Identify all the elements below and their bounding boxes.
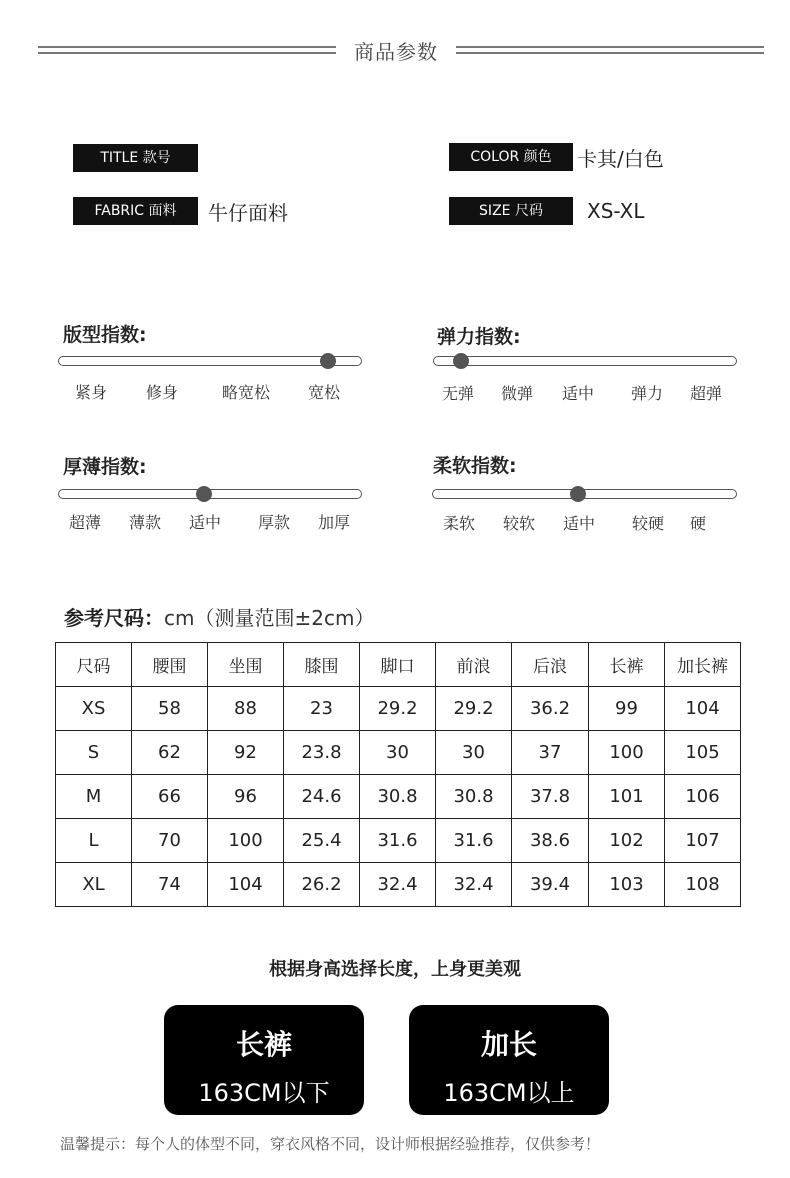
table-cell: 102 — [589, 819, 665, 863]
table-cell: 29.2 — [436, 687, 512, 731]
thickness-index-knob — [196, 486, 212, 502]
table-cell: 104 — [665, 687, 741, 731]
section-title: 商品参数 — [354, 40, 438, 64]
table-cell: 104 — [208, 863, 284, 907]
table-cell: 37 — [512, 731, 589, 775]
size-table — [55, 642, 741, 907]
table-header-cell: 坐围 — [208, 643, 284, 687]
table-header-cell: 长裤 — [589, 643, 665, 687]
param-color — [449, 143, 664, 171]
table-cell: 26.2 — [284, 863, 360, 907]
stretch-option: 适中 — [562, 384, 595, 403]
thickness-option: 适中 — [189, 513, 222, 532]
header-rule-right — [456, 46, 764, 54]
table-cell: 37.8 — [512, 775, 589, 819]
table-cell: 66 — [132, 775, 208, 819]
size-reference-heading — [64, 602, 374, 631]
long-length-height: 163CM以上 — [443, 1079, 575, 1107]
fit-option: 修身 — [146, 383, 179, 402]
table-cell: 99 — [589, 687, 665, 731]
table-cell: 100 — [208, 819, 284, 863]
table-row — [56, 731, 741, 775]
table-cell: 58 — [132, 687, 208, 731]
table-cell: 30 — [436, 731, 512, 775]
table-cell: M — [56, 775, 132, 819]
fit-option: 宽松 — [308, 383, 341, 402]
long-length-card — [409, 1005, 609, 1115]
table-header-cell: 脚口 — [360, 643, 436, 687]
fabric-tag: FABRIC 面料 — [73, 197, 198, 225]
fit-index-track — [58, 356, 362, 366]
table-cell: 30.8 — [436, 775, 512, 819]
stretch-index-track — [433, 356, 737, 366]
table-cell: 101 — [589, 775, 665, 819]
stretch-option: 无弹 — [442, 384, 475, 403]
section-header — [0, 32, 790, 68]
table-cell: 108 — [665, 863, 741, 907]
table-cell: 106 — [665, 775, 741, 819]
table-header-cell: 加长裤 — [665, 643, 741, 687]
table-cell: 62 — [132, 731, 208, 775]
param-title — [73, 144, 208, 172]
table-cell: XL — [56, 863, 132, 907]
table-cell: 107 — [665, 819, 741, 863]
table-cell: 30 — [360, 731, 436, 775]
table-cell: 38.6 — [512, 819, 589, 863]
table-header-cell: 前浪 — [436, 643, 512, 687]
table-cell: XS — [56, 687, 132, 731]
param-fabric — [73, 197, 288, 225]
tip-text: 温馨提示：每个人的体型不同，穿衣风格不同，设计师根据经验推荐，仅供参考！ — [60, 1135, 601, 1153]
stretch-option: 微弹 — [501, 384, 534, 403]
thickness-option: 超薄 — [69, 513, 102, 532]
title-tag: TITLE 款号 — [73, 144, 198, 172]
regular-length-card — [164, 1005, 364, 1115]
table-cell: 32.4 — [360, 863, 436, 907]
size-reference-unit: cm（测量范围±2cm） — [164, 606, 375, 630]
size-reference-label: 参考尺码： — [64, 606, 164, 630]
fit-index-knob — [320, 353, 336, 369]
table-cell: 30.8 — [360, 775, 436, 819]
thickness-option: 薄款 — [129, 513, 162, 532]
table-cell: 88 — [208, 687, 284, 731]
fit-option: 紧身 — [75, 383, 108, 402]
length-choice-heading: 根据身高选择长度，上身更美观 — [269, 959, 521, 980]
table-cell: 92 — [208, 731, 284, 775]
param-size — [449, 197, 644, 225]
softness-option: 适中 — [563, 514, 596, 533]
stretch-index-label: 弹力指数: — [437, 326, 521, 348]
size-tag: SIZE 尺码 — [449, 197, 573, 225]
softness-index-track — [432, 489, 737, 499]
table-header-cell: 尺码 — [56, 643, 132, 687]
table-cell: 29.2 — [360, 687, 436, 731]
table-cell: 31.6 — [436, 819, 512, 863]
table-cell: 39.4 — [512, 863, 589, 907]
fit-index-label: 版型指数: — [63, 324, 147, 346]
thickness-index-label: 厚薄指数: — [63, 456, 147, 478]
table-cell: 70 — [132, 819, 208, 863]
table-cell: 24.6 — [284, 775, 360, 819]
table-cell: 100 — [589, 731, 665, 775]
softness-index-label: 柔软指数: — [433, 455, 517, 477]
fit-option: 略宽松 — [222, 383, 271, 402]
softness-option: 柔软 — [443, 514, 476, 533]
table-cell: 31.6 — [360, 819, 436, 863]
table-cell: 25.4 — [284, 819, 360, 863]
table-cell: S — [56, 731, 132, 775]
thickness-option: 厚款 — [258, 513, 291, 532]
thickness-index-track — [58, 489, 362, 499]
table-cell: 105 — [665, 731, 741, 775]
table-cell: 36.2 — [512, 687, 589, 731]
stretch-option: 超弹 — [690, 384, 723, 403]
softness-option: 硬 — [690, 514, 707, 533]
thickness-option: 加厚 — [318, 513, 351, 532]
table-row — [56, 819, 741, 863]
color-tag: COLOR 颜色 — [449, 143, 573, 171]
table-cell: 23 — [284, 687, 360, 731]
regular-length-title: 长裤 — [235, 1028, 292, 1061]
stretch-index-knob — [453, 353, 469, 369]
table-row — [56, 775, 741, 819]
table-cell: 103 — [589, 863, 665, 907]
header-rule-left — [38, 46, 336, 54]
softness-index-knob — [570, 486, 586, 502]
table-cell: 74 — [132, 863, 208, 907]
color-value: 卡其/白色 — [577, 146, 664, 171]
softness-option: 较软 — [503, 514, 536, 533]
softness-option: 较硬 — [632, 514, 665, 533]
table-header-cell: 膝围 — [284, 643, 360, 687]
table-row — [56, 863, 741, 907]
fabric-value: 牛仔面料 — [208, 200, 288, 225]
table-header-cell: 腰围 — [132, 643, 208, 687]
table-cell: L — [56, 819, 132, 863]
long-length-title: 加长 — [480, 1028, 537, 1061]
regular-length-height: 163CM以下 — [198, 1079, 330, 1107]
stretch-option: 弹力 — [631, 384, 664, 403]
table-header-row — [56, 643, 741, 687]
table-row — [56, 687, 741, 731]
size-value: XS-XL — [587, 199, 645, 223]
table-header-cell: 后浪 — [512, 643, 589, 687]
table-cell: 96 — [208, 775, 284, 819]
table-cell: 32.4 — [436, 863, 512, 907]
table-cell: 23.8 — [284, 731, 360, 775]
